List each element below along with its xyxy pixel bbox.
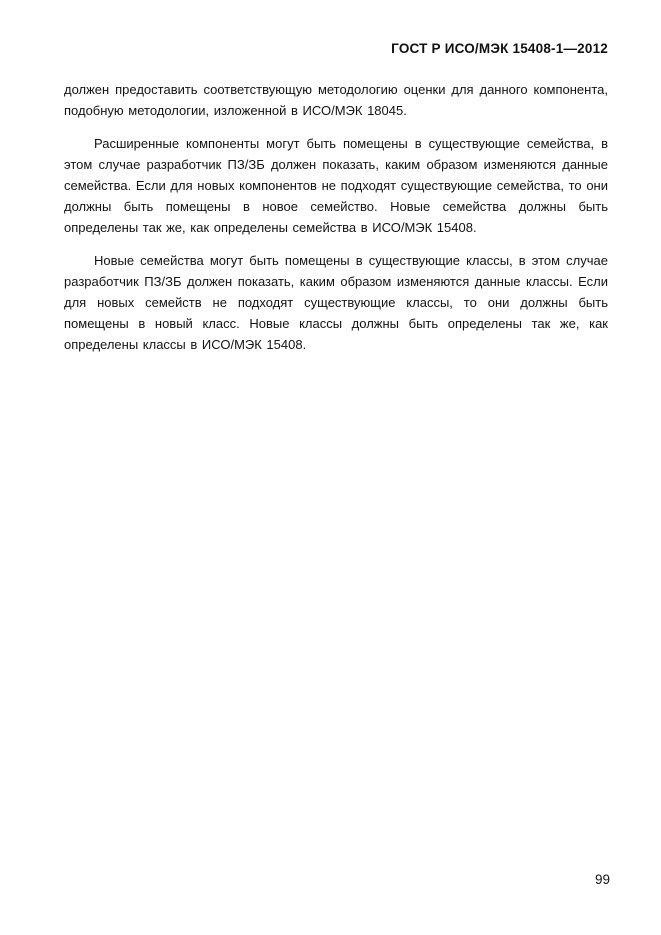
document-header-title: ГОСТ Р ИСО/МЭК 15408-1—2012 bbox=[391, 41, 608, 56]
body-paragraph: должен предоставить соответствующую методологию оценки для данного компонента, подобную методологии, изложенной в ИСО/МЭК 18045. bbox=[64, 82, 608, 118]
body-paragraph: Расширенные компоненты могут быть помещены в существующие семейства, в этом случае разработчик ПЗ/ЗБ должен показать, каким образом изменяются данные семейства. Если для новых компонентов не подходят существующие семейства, то они должны быть помещены в новое семейство. Новые семейства должны быть определены так же, как определены семейства в ИСО/МЭК 15408. bbox=[64, 136, 608, 235]
document-page bbox=[64, 41, 608, 367]
body-paragraph: Новые семейства могут быть помещены в существующие классы, в этом случае разработчик ПЗ/ЗБ должен показать, каким образом изменяются данные классы. Если для новых семейств не подходят существующие классы, то они должны быть помещены в новый класс. Новые классы должны быть определены так же, как определены классы в ИСО/МЭК 15408. bbox=[64, 253, 608, 352]
document-body bbox=[64, 79, 608, 355]
page-number: 99 bbox=[594, 872, 610, 887]
